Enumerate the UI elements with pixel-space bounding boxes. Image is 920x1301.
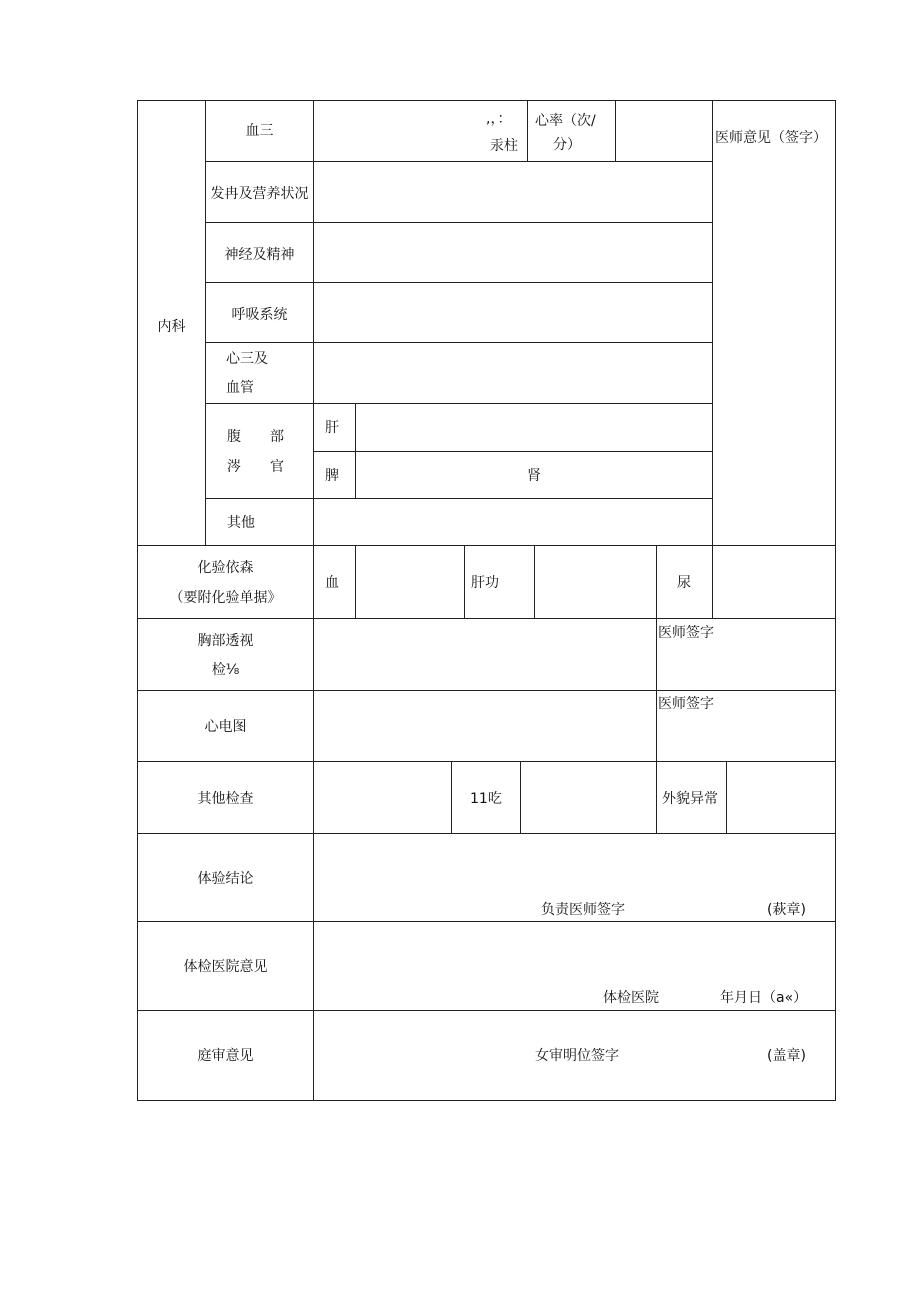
grid-line [137, 1010, 836, 1011]
other-exam-label: 其他检查 [197, 791, 254, 807]
chest-xray-label: 胸部透视 [197, 633, 254, 649]
grid-line [313, 451, 712, 452]
table-border-right [835, 100, 836, 1101]
grid-line [137, 545, 836, 546]
ecg-doctor-sign: 医师签字 [658, 696, 714, 712]
grid-line [656, 761, 657, 833]
grid-line [464, 545, 465, 618]
doctor-opinion-label: 医师意见（签字） [715, 130, 827, 146]
grid-line [137, 690, 836, 691]
appearance-abnormal-label: 外貌异常 [662, 791, 718, 807]
grid-line [726, 761, 727, 833]
grid-line [205, 282, 712, 283]
kidney-label: 肾 [527, 468, 541, 484]
conclusion-label: 体验结论 [197, 871, 254, 887]
hospital-name-label: 体检医院 [603, 990, 659, 1006]
conclusion-stamp: (萩章) [767, 902, 806, 918]
lab-label: 化验依森 [197, 560, 254, 576]
cardiovascular-label-2: 血管 [226, 380, 254, 396]
heart-rate-label: 心率（次/ [535, 113, 596, 129]
lab-urine-label: 尿 [677, 575, 691, 591]
review-opinion-label: 庭审意见 [197, 1048, 254, 1064]
organ-label-b: 官 [270, 459, 284, 475]
chest-doctor-sign: 医师签字 [658, 625, 714, 641]
grid-line [656, 618, 657, 761]
abdomen-label-b: 部 [270, 429, 284, 445]
grid-line [527, 100, 528, 161]
review-unit-sign: 女审明位签字 [535, 1048, 619, 1064]
cardiovascular-label: 心三及 [226, 351, 268, 367]
responsible-doctor-sign: 负责医师签字 [541, 902, 625, 918]
respiratory-label: 呼吸系统 [231, 307, 288, 323]
internal-medicine-label: 内科 [157, 319, 186, 335]
lab-liver-function-label: 肝功 [471, 575, 499, 591]
bp-unit-bottom: 汞柱 [490, 138, 518, 154]
hospital-date-label: 年月日（a«） [720, 990, 808, 1006]
lab-blood-label: 血 [325, 575, 339, 591]
grid-line [205, 161, 712, 162]
blood-pressure-label: 血三 [245, 123, 274, 139]
table-border-bottom [137, 1100, 836, 1101]
other-exam-item: 11吃 [470, 791, 502, 807]
development-nutrition-label: 发冉及营养状况 [210, 186, 309, 202]
grid-line [313, 100, 314, 1101]
review-stamp: (盖章) [767, 1048, 806, 1064]
grid-line [615, 100, 616, 161]
grid-line [520, 761, 521, 833]
grid-line [355, 545, 356, 618]
grid-line [137, 761, 836, 762]
organ-label-a: 涔 [227, 459, 241, 475]
heart-rate-label-unit: 分） [553, 137, 581, 153]
grid-line [534, 545, 535, 618]
abdomen-label-a: 腹 [227, 429, 241, 445]
grid-line [205, 403, 712, 404]
grid-line [451, 761, 452, 833]
lab-label-note: （要附化验单据》 [169, 590, 282, 606]
grid-line [656, 545, 657, 618]
grid-line [712, 545, 713, 618]
spleen-label: 脾 [325, 468, 339, 484]
grid-line [205, 222, 712, 223]
ecg-label: 心电图 [204, 719, 247, 735]
liver-label: 肝 [325, 420, 339, 436]
bp-unit-top: ,，： [486, 111, 512, 127]
grid-line [137, 833, 836, 834]
other-internal-label: 其他 [227, 515, 255, 531]
grid-line [712, 100, 713, 545]
chest-xray-label-2: 检⅛ [211, 662, 240, 678]
hospital-opinion-label: 体检医院意见 [183, 959, 268, 975]
table-border-top [137, 100, 836, 101]
grid-line [137, 618, 836, 619]
grid-line [205, 342, 712, 343]
grid-line [205, 498, 712, 499]
nervous-mental-label: 神经及精神 [224, 247, 295, 263]
grid-line [137, 921, 836, 922]
